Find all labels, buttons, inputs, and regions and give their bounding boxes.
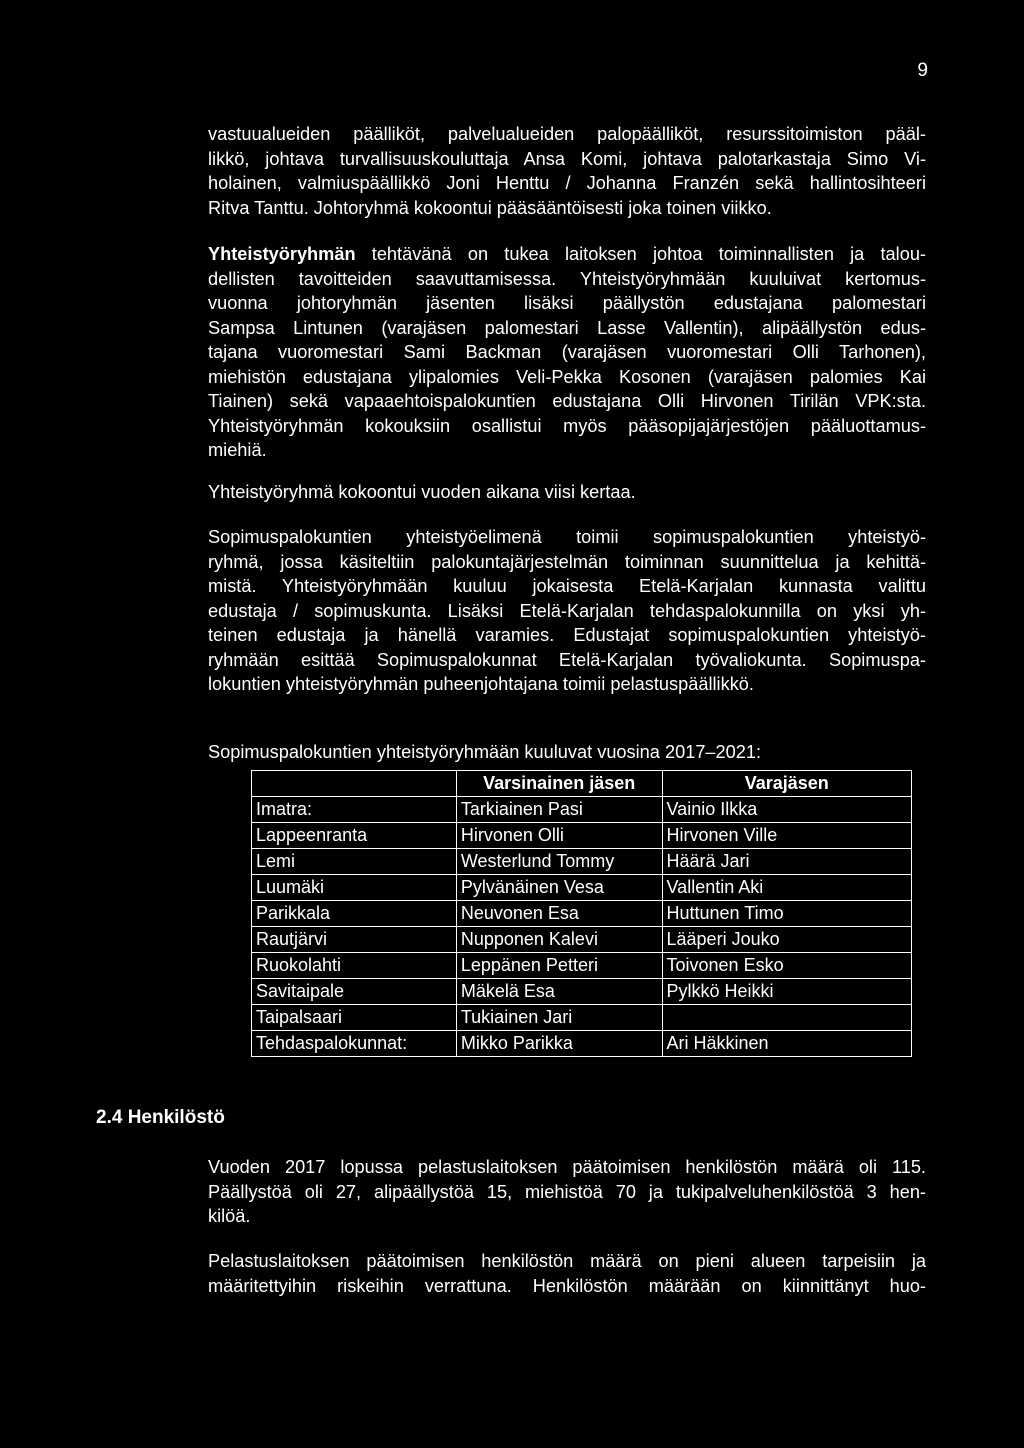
text-line: Sopimuspalokuntien yhteistyöryhmään kuuluvat vuosina 2017–2021: <box>208 742 762 762</box>
table-intro <box>208 740 926 765</box>
text-line: lokuntien yhteistyöryhmän puheenjohtajana toimii pelastuspäällikkö. <box>208 674 754 694</box>
text-line: vastuualueiden päälliköt, palvelualueiden palopäälliköt, resurssitoimiston pääl- <box>208 124 926 144</box>
text-line: Päällystöä oli 27, alipäällystöä 15, miehistöä 70 ja tukipalveluhenkilöstöä 3 hen- <box>208 1181 926 1202</box>
table-header-cell: Varsinainen jäsen <box>456 771 662 797</box>
table-cell: Neuvonen Esa <box>456 901 662 927</box>
paragraph-meetings <box>208 480 926 505</box>
table-row <box>252 875 912 901</box>
text-line: ryhmään esittää Sopimuspalokunnat Etelä-Karjalan työvaliokunta. Sopimuspa- <box>208 649 926 670</box>
table-cell: Häärä Jari <box>662 849 911 875</box>
text-line: edustaja / sopimuskunta. Lisäksi Etelä-Karjalan tehdaspalokunnilla on yksi yh- <box>208 600 926 621</box>
table-cell: Leppänen Petteri <box>456 953 662 979</box>
table-cell: Hirvonen Ville <box>662 823 911 849</box>
text-line: määritettyihin riskeihin verrattuna. Henkilöstön määrään on kiinnittänyt huo- <box>208 1275 926 1296</box>
text-line-rest: tehtävänä on tukea laitoksen johtoa toiminnallisten ja talou- <box>355 244 926 264</box>
text-line: mistä. Yhteistyöryhmään kuuluu jokaisesta Etelä-Karjalan kunnasta valittu <box>208 576 926 596</box>
table-cell: Pylvänäinen Vesa <box>456 875 662 901</box>
text-line: likkö, johtava turvallisuuskouluttaja Ansa Komi, johtava palotarkastaja Simo Vi- <box>208 148 926 169</box>
paragraph-contract-brigades <box>208 525 926 697</box>
table-cell: Mäkelä Esa <box>456 979 662 1005</box>
text-line: miehistön edustajana ylipalomies Veli-Pekka Kosonen (varajäsen palomies Kai <box>208 366 926 387</box>
text-line: Yhteistyöryhmä kokoontui vuoden aikana viisi kertaa. <box>208 482 636 502</box>
text-line: dellisten tavoitteiden saavuttamisessa. Yhteistyöryhmään kuuluivat kertomus- <box>208 268 926 289</box>
cooperation-group-term: Yhteistyöryhmän <box>208 244 356 264</box>
text-line: Yhteistyöryhmän kokouksiin osallistui myös pääsopijajärjestöjen pääluottamus- <box>208 415 926 436</box>
table-cell: Lääperi Jouko <box>662 927 911 953</box>
table-cell: Lemi <box>252 849 457 875</box>
table-cell: Ruokolahti <box>252 953 457 979</box>
table-cell: Vallentin Aki <box>662 875 911 901</box>
table-cell: Rautjärvi <box>252 927 457 953</box>
table-row <box>252 823 912 849</box>
table-cell: Vainio Ilkka <box>662 797 911 823</box>
text-line: teinen edustaja ja hänellä varamies. Edustajat sopimuspalokuntien yhteistyö- <box>208 625 926 645</box>
table-row <box>252 901 912 927</box>
text-line: Sopimuspalokuntien yhteistyöelimenä toimii sopimuspalokuntien yhteistyö- <box>208 527 926 547</box>
table-header-row <box>252 771 912 797</box>
table-cell: Taipalsaari <box>252 1005 457 1031</box>
text-line: Pelastuslaitoksen päätoimisen henkilöstön määrä on pieni alueen tarpeisiin ja <box>208 1251 926 1271</box>
table-cell: Westerlund Tommy <box>456 849 662 875</box>
table-cell: Toivonen Esko <box>662 953 911 979</box>
text-line: Sampsa Lintunen (varajäsen palomestari Lasse Vallentin), alipäällystön edus- <box>208 317 926 338</box>
table-row <box>252 797 912 823</box>
table-cell: Pylkkö Heikki <box>662 979 911 1005</box>
table-cell: Luumäki <box>252 875 457 901</box>
section-heading: 2.4 Henkilöstö <box>96 1107 225 1128</box>
text-line: vuonna johtoryhmän jäsenten lisäksi päällystön edustajana palomestari <box>208 293 926 313</box>
paragraph-staff-size <box>208 1249 926 1298</box>
table-row <box>252 1031 912 1057</box>
table-cell: Parikkala <box>252 901 457 927</box>
table-cell: Lappeenranta <box>252 823 457 849</box>
paragraph-management-team <box>208 122 926 220</box>
table-cell: Ari Häkkinen <box>662 1031 911 1057</box>
text-line: kilöä. <box>208 1206 251 1226</box>
table-row <box>252 927 912 953</box>
table-row <box>252 849 912 875</box>
table-cell: Tukiainen Jari <box>456 1005 662 1031</box>
text-line: miehiä. <box>208 440 267 460</box>
table-cell: Mikko Parikka <box>456 1031 662 1057</box>
text-line: Vuoden 2017 lopussa pelastuslaitoksen päätoimisen henkilöstön määrä oli 115. <box>208 1157 926 1177</box>
table-cell: Huttunen Timo <box>662 901 911 927</box>
text-line: tajana vuoromestari Sami Backman (varajäsen vuoromestari Olli Tarhonen), <box>208 342 926 362</box>
table-cell <box>662 1005 911 1031</box>
table-cell: Tarkiainen Pasi <box>456 797 662 823</box>
page-number: 9 <box>917 60 928 81</box>
paragraph-cooperation-group <box>208 242 926 463</box>
text-line: holainen, valmiuspäällikkö Joni Henttu / Johanna Franzén sekä hallintosihteeri <box>208 173 926 193</box>
members-table <box>251 770 912 1057</box>
table-row <box>252 979 912 1005</box>
table-row <box>252 953 912 979</box>
table-cell: Nupponen Kalevi <box>456 927 662 953</box>
text-line: Ritva Tanttu. Johtoryhmä kokoontui pääsääntöisesti joka toinen viikko. <box>208 197 772 218</box>
text-line: Tiainen) sekä vapaaehtoispalokuntien edustajana Olli Hirvonen Tirilän VPK:sta. <box>208 391 926 411</box>
table-row <box>252 1005 912 1031</box>
table-cell: Tehdaspalokunnat: <box>252 1031 457 1057</box>
table-header-cell: Varajäsen <box>662 771 911 797</box>
table-cell: Savitaipale <box>252 979 457 1005</box>
table-header-cell <box>252 771 457 797</box>
table-cell: Hirvonen Olli <box>456 823 662 849</box>
text-line <box>208 242 926 267</box>
table-cell: Imatra: <box>252 797 457 823</box>
paragraph-staff-count <box>208 1155 926 1229</box>
text-line: ryhmä, jossa käsiteltiin palokuntajärjestelmän toiminnan suunnittelua ja kehittä- <box>208 551 926 572</box>
